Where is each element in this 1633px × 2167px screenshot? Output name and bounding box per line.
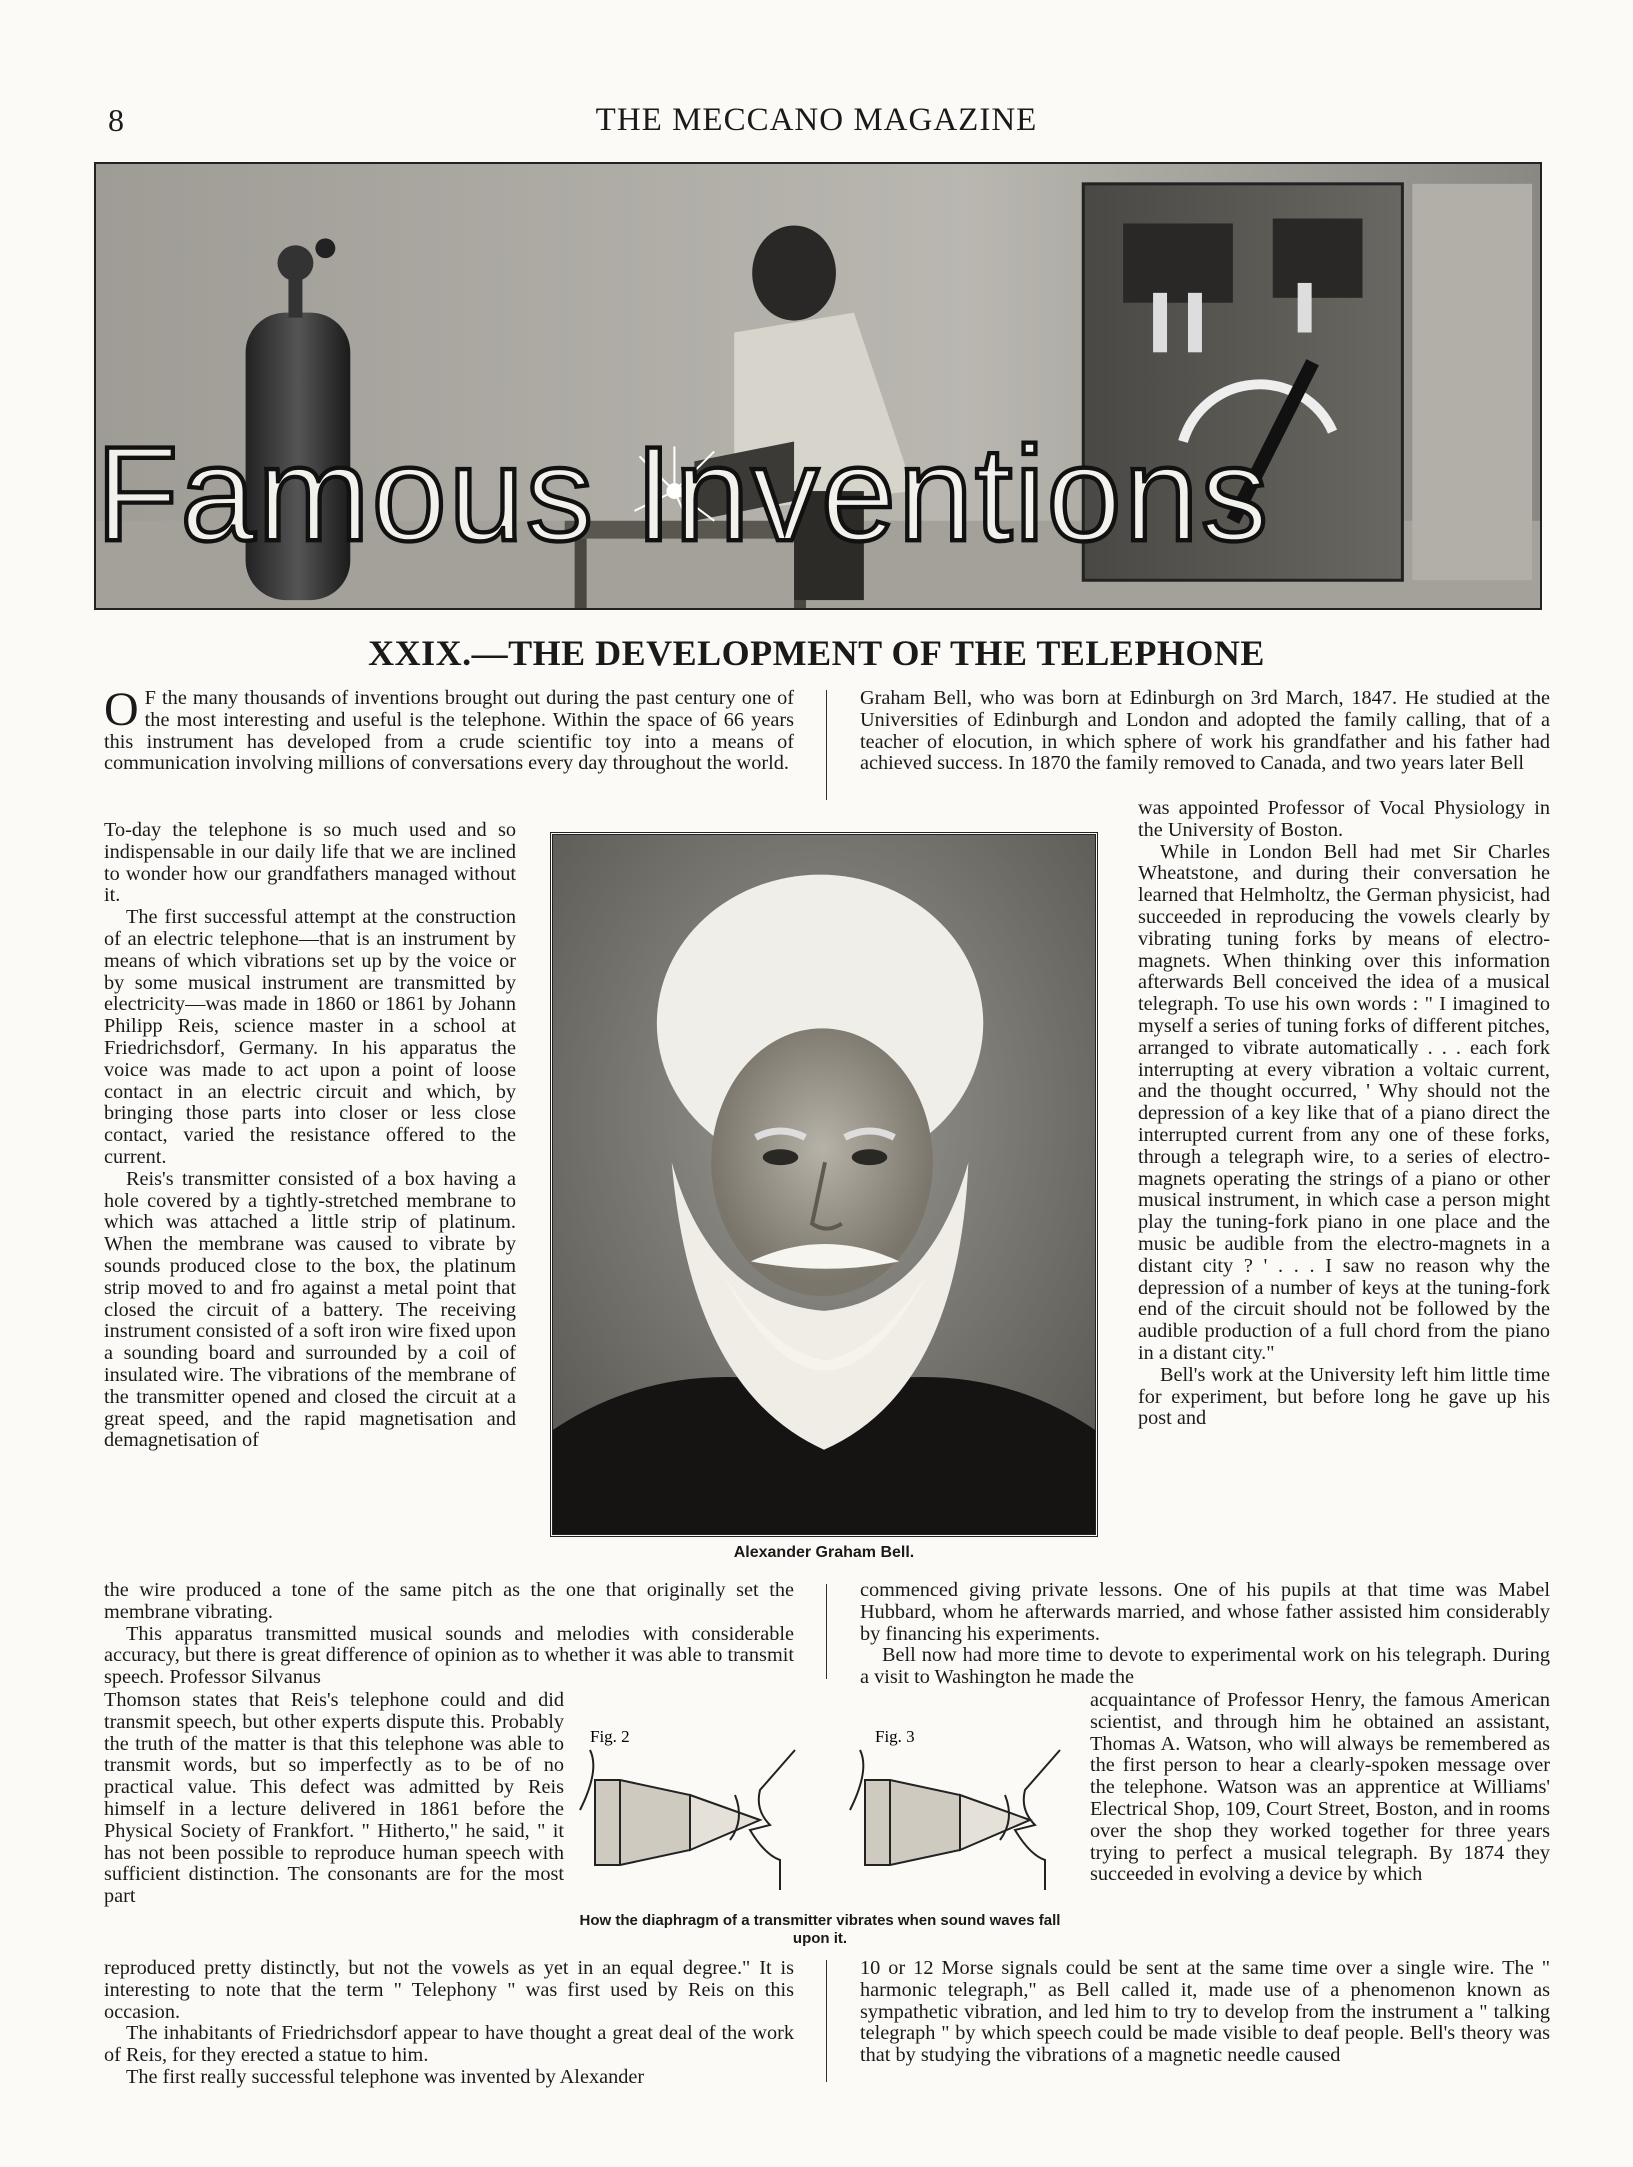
paragraph-text: Graham Bell, who was born at Edinburgh on 3rd March, 1847. He studied at the Universities of Edinburgh and London and adopted the family calling, that of a teacher of elocution, in which sphere of work his grandfather and his father had achieved success. In 1870 the family removed to Canada, and two years later Bell (860, 687, 1550, 775)
paragraph-text: Reis's transmitter consisted of a box having a hole covered by a tightly-stretched membrane to which was attached a little strip of platinum. When the membrane was caused to vibrate by sounds produced close to the box, the platinum strip moved to and fro against a metal point that closed the circuit of a battery. The receiving instrument consisted of a soft iron wire fixed upon a sounding board and surrounded by a coil of insulated wire. The vibrations of the membrane of the transmitter opened and closed the circuit at a great speed, and the rapid magnetisation and demagnetisation of (104, 1167, 516, 1452)
drop-cap: O (104, 683, 139, 736)
paragraph-text: This apparatus transmitted musical sounds and melodies with considerable accuracy, but there is great difference of opinion as to whether it was able to transmit speech. Professor Silvanus (104, 1622, 794, 1689)
right-column-bottom (860, 1958, 1550, 2067)
left-column-top (104, 683, 794, 775)
portrait-caption: Alexander Graham Bell. (733, 1544, 915, 1561)
column-rule (826, 1960, 827, 2082)
fig-3-drawing (850, 1750, 1060, 1890)
paragraph-text: the wire produced a tone of the same pitch as the one that originally set the membrane vibrating. (104, 1579, 794, 1623)
paragraph-text: The first successful attempt at the construction of an electric telephone—that is an instrument by means of which vibrations set up by the voice or by some musical instrument are transmitted by electricity—was made in 1860 or 1861 by Johann Philipp Reis, science master in a school at Friedrichsdorf, Germany. In his apparatus the voice was made to act upon a point of loose contact in an electric circuit and which, by bringing those parts into closer or less close contact, varied the resistance offered to the current. (104, 906, 516, 1168)
page-number: 8 (108, 102, 124, 138)
banner-photo (94, 162, 1542, 610)
figure-caption: How the diaphragm of a transmitter vibrates when sound waves fall upon it. (579, 1912, 1061, 1947)
diaphragm-diagram (560, 1700, 1080, 1915)
paragraph-text: The first really successful telephone was invented by Alexander (126, 2065, 645, 2088)
banner-title: Famous Inventions (96, 418, 1271, 570)
fig-3-label: Fig. 3 (875, 1727, 915, 1746)
magazine-title: THE MECCANO MAGAZINE (595, 102, 1038, 138)
paragraph-text: To-day the telephone is so much used and so indispensable in our daily life that we are inclined to wonder how our grandfathers managed without it. (104, 819, 516, 907)
paragraph-text: commenced giving private lessons. One of his pupils at that time was Mabel Hubbard, whom he afterwards married, and whose father assisted him considerably by financing his experiments. (860, 1579, 1550, 1645)
left-column-wide (104, 1580, 794, 1689)
fig-2-label: Fig. 2 (590, 1727, 630, 1746)
paragraph-text: reproduced pretty distinctly, but not the vowels as yet in an equal degree." It is interesting to note that the term " Telephony " was first used by Reis on this occasion. (104, 1957, 794, 2023)
right-column-top (860, 688, 1550, 775)
paragraph-text: Bell's work at the University left him little time for experiment, but before long he gave up his post and (1138, 1363, 1550, 1430)
paragraph-text: F the many thousands of inventions brought out during the past century one of the most interesting and useful is the telephone. Within the space of 66 years this instrument has developed from a crude scientific toy into a means of communication involving millions of conversations every day throughout the world. (104, 687, 794, 775)
banner-title-graphic (96, 164, 1540, 608)
column-rule (826, 1584, 827, 1679)
paragraph-text: Bell now had more time to devote to experimental work on his telegraph. During a visit to Washington he made the (860, 1644, 1550, 1689)
left-column-narrow (104, 820, 516, 1452)
portrait-photo (550, 832, 1098, 1537)
paragraph-text: The inhabitants of Friedrichsdorf appear to have thought a great deal of the work of Reis, for they erected a statue to him. (104, 2022, 794, 2067)
paragraph-text: Thomson states that Reis's telephone could and did transmit speech, but other experts dispute this. Probably the truth of the matter is that this telephone was able to transmit words, but so imperfectly as to be of no practical value. This defect was admitted by Reis himself in a lecture delivered in 1861 before the Physical Society of Frankfort. " Hitherto," he said, " it has not been possible to reproduce human speech with sufficient distinction. The consonants are for the most part (104, 1689, 564, 1908)
paragraph-text: While in London Bell had met Sir Charles Wheatstone, and during their conversation he learned that Helmholtz, the German physicist, had succeeded in reproducing the vowels clearly by vibrating tuning forks by means of electro-magnets. When thinking over this information afterwards Bell conceived the idea of a musical telegraph. To use his own words : " I imagined to myself a series of tuning forks of different pitches, arranged to vibrate automatically . . . each fork interrupting at every vibration a voltaic current, and the thought occurred, ' Why should not the depression of a key like that of a piano direct the interrupted current from any one of these forks, through a telegraph wire, to a series of electro-magnets operating the strings of a piano or other musical instrument, in which case a person might play the tuning-fork piano in one place and the music be audible from the electro-magnets in a distant city ? ' . . . I saw no reason why the depression of a number of keys at the tuning-fork end of the circuit should not be followed by the audible production of a full chord from the piano in a distant city." (1138, 840, 1550, 1364)
transmitter-figures (560, 1700, 1080, 1915)
column-rule (826, 690, 827, 800)
article-title: XXIX.—THE DEVELOPMENT OF THE TELEPHONE (368, 633, 1265, 673)
left-column-narrow-lower (104, 1690, 564, 1908)
paragraph-text: 10 or 12 Morse signals could be sent at the same time over a single wire. The " harmonic telegraph," as Bell called it, made use of a phenomenon known as sympathetic vibration, and led him to try to develop from the instrument a " talking telegraph " by which speech could be made visible to deaf people. Bell's theory was that by studying the vibrations of a magnetic needle caused (860, 1957, 1550, 2067)
right-column-narrow (1138, 798, 1550, 1430)
right-column-wide (860, 1580, 1550, 1689)
paragraph-text: acquaintance of Professor Henry, the famous American scientist, and through him he obtained an assistant, Thomas A. Watson, who will always be remembered as the first person to hear a clearly-spoken message over the telephone. Watson was an apprentice at Williams' Electrical Shop, 109, Court Street, Boston, and in rooms over the shop they worked together for three years trying to perfect a musical telegraph. By 1874 they succeeded in evolving a device by which (1090, 1689, 1550, 1886)
paragraph-text: was appointed Professor of Vocal Physiology in the University of Boston. (1138, 797, 1550, 841)
right-column-narrow-lower (1090, 1690, 1550, 1886)
left-column-bottom (104, 1958, 794, 2089)
bell-portrait-illustration (553, 835, 1095, 1534)
fig-2-drawing (580, 1750, 795, 1890)
